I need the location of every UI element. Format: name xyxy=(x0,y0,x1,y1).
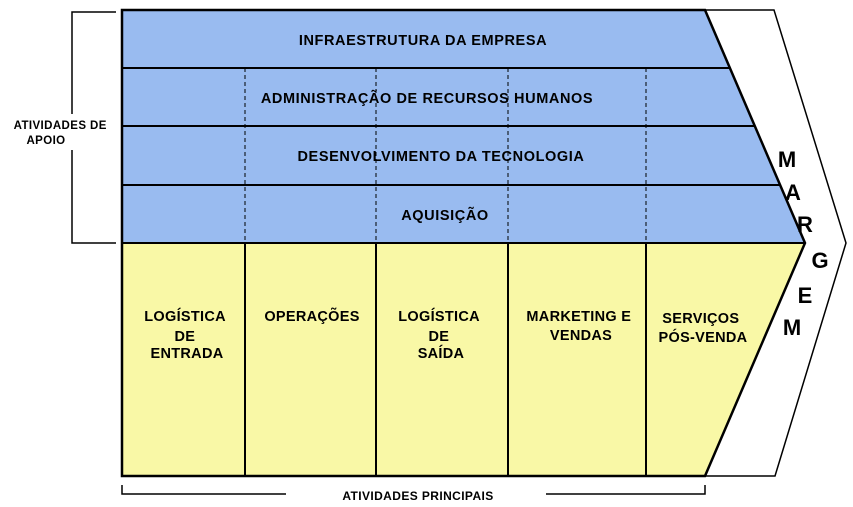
margin-letter: A xyxy=(785,180,801,205)
support-row-label: DESENVOLVIMENTO DA TECNOLOGIA xyxy=(297,149,585,165)
primary-column-label: LOGÍSTICA DE ENTRADA xyxy=(144,309,226,362)
margin-letter: M xyxy=(777,147,797,172)
support-row-label: ADMINISTRAÇÃO DE RECURSOS HUMANOS xyxy=(260,91,594,107)
primary-column-label: MARKETING E VENDAS xyxy=(526,309,632,344)
primary-activities-label: ATIVIDADES PRINCIPAIS xyxy=(342,489,494,503)
support-row-label: INFRAESTRUTURA DA EMPRESA xyxy=(298,33,548,49)
support-activities-label: ATIVIDADES DE APOIO xyxy=(13,120,107,147)
support-row-label: AQUISIÇÃO xyxy=(401,208,489,224)
margin-letter: M xyxy=(782,315,802,340)
primary-column-label: SERVIÇOS PÓS-VENDA xyxy=(658,311,748,346)
primary-column-label: LOGÍSTICA DE SAÍDA xyxy=(398,309,480,362)
primary-column-label: OPERAÇÕES xyxy=(264,309,360,325)
margin-letter: G xyxy=(811,248,829,273)
margin-letter: E xyxy=(797,283,813,308)
margin-letter: R xyxy=(797,212,813,237)
